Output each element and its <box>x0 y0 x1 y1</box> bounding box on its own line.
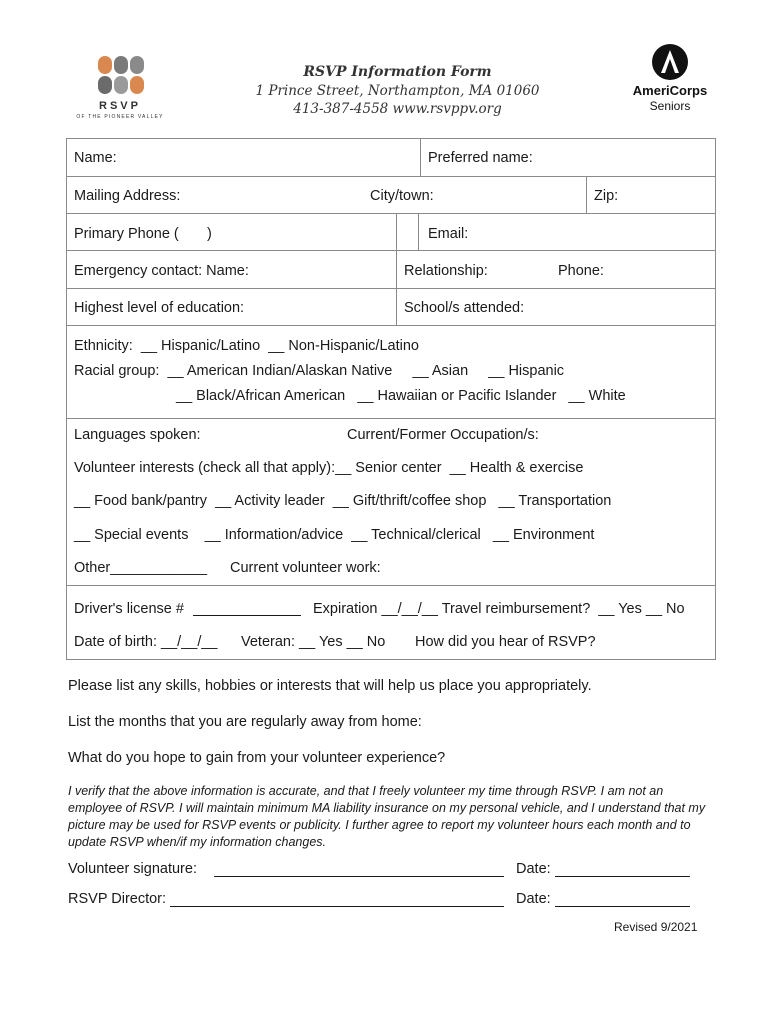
americorps-logo <box>625 44 720 124</box>
partner-subtitle: Seniors <box>649 99 691 113</box>
verification-statement: I verify that the above information is accurate, and that I freely volunteer my time through RSVP. I am not an employee of RSVP. I will maintain minimum MA liability insurance on my personal vehicle, and I understand that my picture may be used for RSVP events or publicity. I further agree to report my volunteer hours each month and to update RSVP when/if my information changes. <box>68 784 706 849</box>
row-divider <box>66 418 716 419</box>
revision-date: Revised 9/2021 <box>614 920 698 934</box>
relationship-field[interactable]: Relationship: <box>404 263 488 279</box>
schools-field[interactable]: School/s attended: <box>404 300 525 316</box>
director-date-line[interactable] <box>555 906 690 907</box>
how-heard-field[interactable]: How did you hear of RSVP? <box>415 634 596 650</box>
volunteer-signature-line[interactable] <box>214 876 504 877</box>
logo-petal <box>98 56 112 74</box>
veteran-field[interactable]: Veteran: __ Yes __ No <box>241 634 386 650</box>
education-field[interactable]: Highest level of education: <box>74 300 245 316</box>
skills-question[interactable]: Please list any skills, hobbies or interests that will help us place you appropriately. <box>68 678 592 694</box>
director-signature-line[interactable] <box>170 906 504 907</box>
primary-phone-field[interactable]: Primary Phone ( ) <box>74 226 212 242</box>
col-divider <box>420 138 421 176</box>
logo-petal <box>114 76 128 94</box>
license-line <box>193 615 301 616</box>
logo-petal <box>130 56 144 74</box>
email-field[interactable]: Email: <box>428 226 469 242</box>
col-divider <box>396 213 397 250</box>
city-field[interactable]: City/town: <box>370 188 434 204</box>
months-away-question[interactable]: List the months that you are regularly away from home: <box>68 714 422 730</box>
zip-field[interactable]: Zip: <box>594 188 619 204</box>
volunteer-interests-3[interactable]: __ Special events __ Information/advice __ Technical/clerical __ Environment <box>74 527 595 543</box>
logo-name: RSVP <box>99 100 141 112</box>
occupation-field[interactable]: Current/Former Occupation/s: <box>347 427 539 443</box>
racial-group-options-2[interactable]: __ Black/African American __ Hawaiian or Pacific Islander __ White <box>176 388 626 404</box>
director-signature-label: RSVP Director: <box>68 891 167 907</box>
partner-name: AmeriCorps <box>632 83 708 98</box>
col-divider <box>396 250 397 325</box>
volunteer-signature-label: Volunteer signature: <box>68 861 197 877</box>
current-work-field[interactable]: Current volunteer work: <box>230 560 381 576</box>
racial-group-options[interactable]: Racial group: __ American Indian/Alaskan Native __ Asian __ Hispanic <box>74 363 565 379</box>
form-title: RSVP Information Form <box>303 64 492 80</box>
logo-petal <box>130 76 144 94</box>
volunteer-interests[interactable]: Volunteer interests (check all that apply):__ Senior center __ Health & exercise <box>74 460 584 476</box>
row-divider <box>66 176 716 177</box>
col-divider <box>586 176 587 213</box>
org-contact: 413-387-4558 www.rsvppv.org <box>293 101 502 117</box>
mailing-address-field[interactable]: Mailing Address: <box>74 188 181 204</box>
org-address: 1 Prince Street, Northampton, MA 01060 <box>255 83 540 99</box>
volunteer-date-label: Date: <box>516 861 551 877</box>
languages-field[interactable]: Languages spoken: <box>74 427 201 443</box>
expiration-reimbursement-field[interactable]: Expiration __/__/__ Travel reimbursement? __ Yes __ No <box>313 601 685 617</box>
ethnicity-options[interactable]: Ethnicity: __ Hispanic/Latino __ Non-Hispanic/Latino <box>74 338 419 354</box>
emergency-phone-field[interactable]: Phone: <box>558 263 604 279</box>
drivers-license-field[interactable]: Driver's license # <box>74 601 184 617</box>
logo-subtitle: OF THE PIONEER VALLEY <box>76 114 164 120</box>
other-interest-field[interactable]: Other____________ <box>74 560 208 576</box>
dob-field[interactable]: Date of birth: __/__/__ <box>74 634 218 650</box>
name-field[interactable]: Name: <box>74 150 117 166</box>
director-date-label: Date: <box>516 891 551 907</box>
preferred-name-field[interactable]: Preferred name: <box>428 150 533 166</box>
volunteer-interests-2[interactable]: __ Food bank/pantry __ Activity leader __ Gift/thrift/coffee shop __ Transportation <box>74 493 612 509</box>
emergency-contact-field[interactable]: Emergency contact: Name: <box>74 263 249 279</box>
americorps-emblem-icon <box>652 44 688 80</box>
logo-petal <box>114 56 128 74</box>
row-divider <box>66 250 716 251</box>
row-divider <box>66 213 716 214</box>
volunteer-date-line[interactable] <box>555 876 690 877</box>
col-divider <box>418 213 419 250</box>
logo-petal <box>98 76 112 94</box>
row-divider <box>66 325 716 326</box>
row-divider <box>66 585 716 586</box>
row-divider <box>66 288 716 289</box>
hope-to-gain-question[interactable]: What do you hope to gain from your volunteer experience? <box>68 750 446 766</box>
rsvp-logo <box>70 52 180 122</box>
